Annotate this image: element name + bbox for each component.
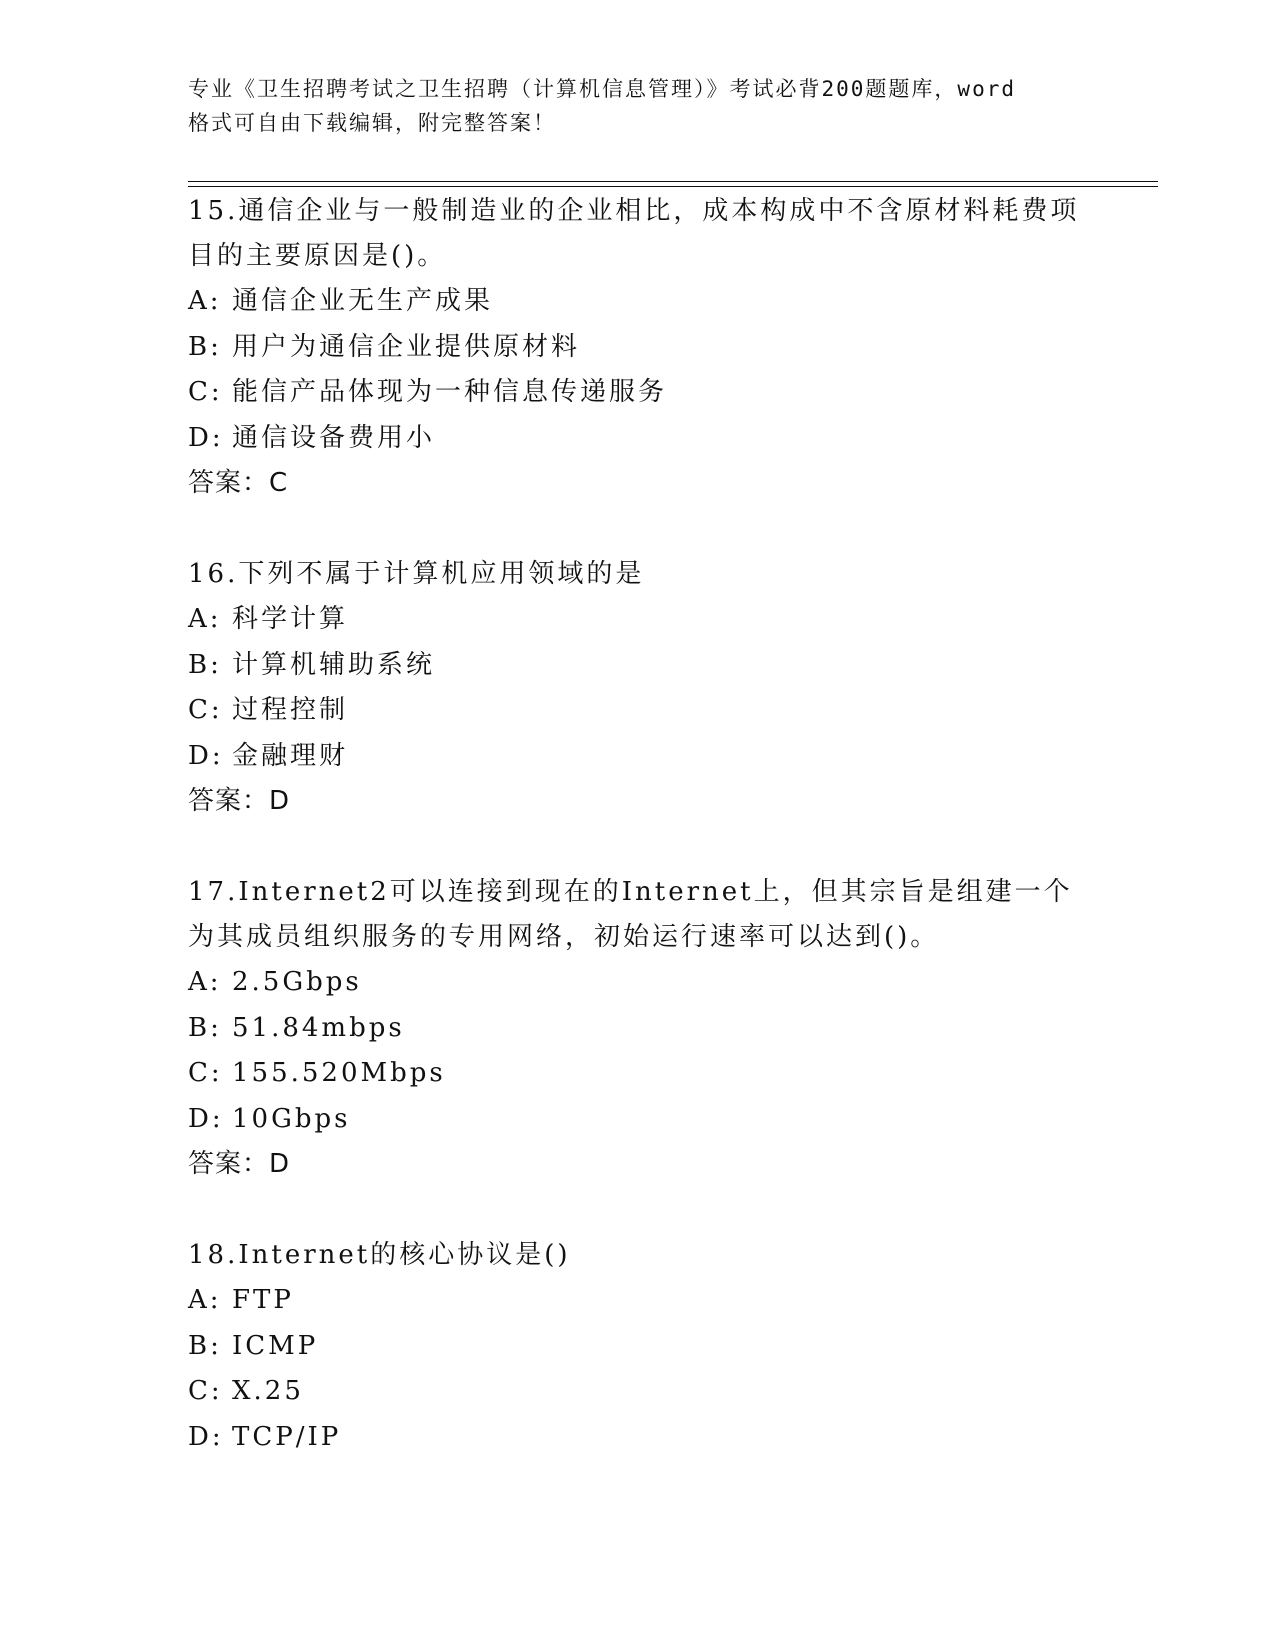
option-text: 金融理财 <box>232 740 349 771</box>
option-letter: B: <box>188 649 222 680</box>
option-c <box>188 1369 1088 1415</box>
question-16 <box>188 551 1088 824</box>
option-text: 10Gbps <box>232 1103 351 1134</box>
header-line: 格式可自由下载编辑，附完整答案！ <box>188 111 556 135</box>
option-letter: C: <box>188 695 223 725</box>
option-letter: B: <box>188 1012 222 1043</box>
option-text: 通信企业无生产成果 <box>232 286 494 316</box>
option-text: 能信产品体现为一种信息传递服务 <box>232 377 668 407</box>
header-line: 专业《卫生招聘考试之卫生招聘（计算机信息管理）》考试必背200题题库，word <box>188 77 1016 101</box>
option-c <box>188 688 1088 734</box>
option-d <box>188 1415 1088 1461</box>
option-text: 计算机辅助系统 <box>232 649 436 680</box>
option-letter: B: <box>188 331 222 362</box>
option-text: TCP/IP <box>232 1421 342 1452</box>
option-text: 用户为通信企业提供原材料 <box>232 331 581 362</box>
answer-line: 答案：C <box>188 468 289 498</box>
option-b <box>188 1324 1088 1370</box>
option-a <box>188 597 1088 643</box>
header-divider <box>188 186 1158 187</box>
option-text: 科学计算 <box>232 604 349 634</box>
option-letter: A: <box>188 1285 222 1315</box>
option-b <box>188 325 1088 371</box>
answer-line: 答案：D <box>188 786 291 816</box>
question-stem: 18.Internet的核心协议是() <box>188 1240 571 1270</box>
option-letter: D: <box>188 1103 224 1134</box>
option-text: 155.520Mbps <box>232 1058 446 1088</box>
answer-line: 答案：D <box>188 1149 291 1179</box>
option-d <box>188 734 1088 780</box>
option-letter: D: <box>188 740 224 771</box>
option-c <box>188 370 1088 416</box>
question-stem: 16.下列不属于计算机应用领域的是 <box>188 559 645 589</box>
option-text: 2.5Gbps <box>232 967 362 997</box>
option-letter: D: <box>188 422 224 453</box>
option-text: FTP <box>232 1285 294 1315</box>
option-a <box>188 960 1088 1006</box>
option-text: 过程控制 <box>232 695 349 725</box>
option-b <box>188 643 1088 689</box>
question-18 <box>188 1232 1088 1460</box>
option-c <box>188 1051 1088 1097</box>
option-letter: A: <box>188 967 222 997</box>
option-letter: C: <box>188 1058 223 1088</box>
option-letter: A: <box>188 286 222 316</box>
question-list <box>188 188 1088 1505</box>
option-text: X.25 <box>232 1376 304 1406</box>
option-d <box>188 1097 1088 1143</box>
option-letter: C: <box>188 1376 223 1406</box>
question-17 <box>188 869 1088 1187</box>
option-text: 51.84mbps <box>232 1012 405 1043</box>
option-a <box>188 1278 1088 1324</box>
question-stem: 17.Internet2可以连接到现在的Internet上，但其宗旨是组建一个为其成员组织服务的专用网络，初始运行速率可以达到()。 <box>188 877 1073 952</box>
header-divider <box>188 181 1158 182</box>
document-header <box>188 72 1088 140</box>
option-letter: B: <box>188 1330 222 1361</box>
question-15 <box>188 188 1088 506</box>
option-a <box>188 279 1088 325</box>
option-letter: A: <box>188 604 222 634</box>
question-stem: 15.通信企业与一般制造业的企业相比，成本构成中不含原材料耗费项目的主要原因是()。 <box>188 196 1080 271</box>
option-letter: C: <box>188 377 223 407</box>
option-text: 通信设备费用小 <box>232 422 436 453</box>
option-d <box>188 416 1088 462</box>
option-text: ICMP <box>232 1330 319 1361</box>
option-b <box>188 1006 1088 1052</box>
option-letter: D: <box>188 1421 224 1452</box>
